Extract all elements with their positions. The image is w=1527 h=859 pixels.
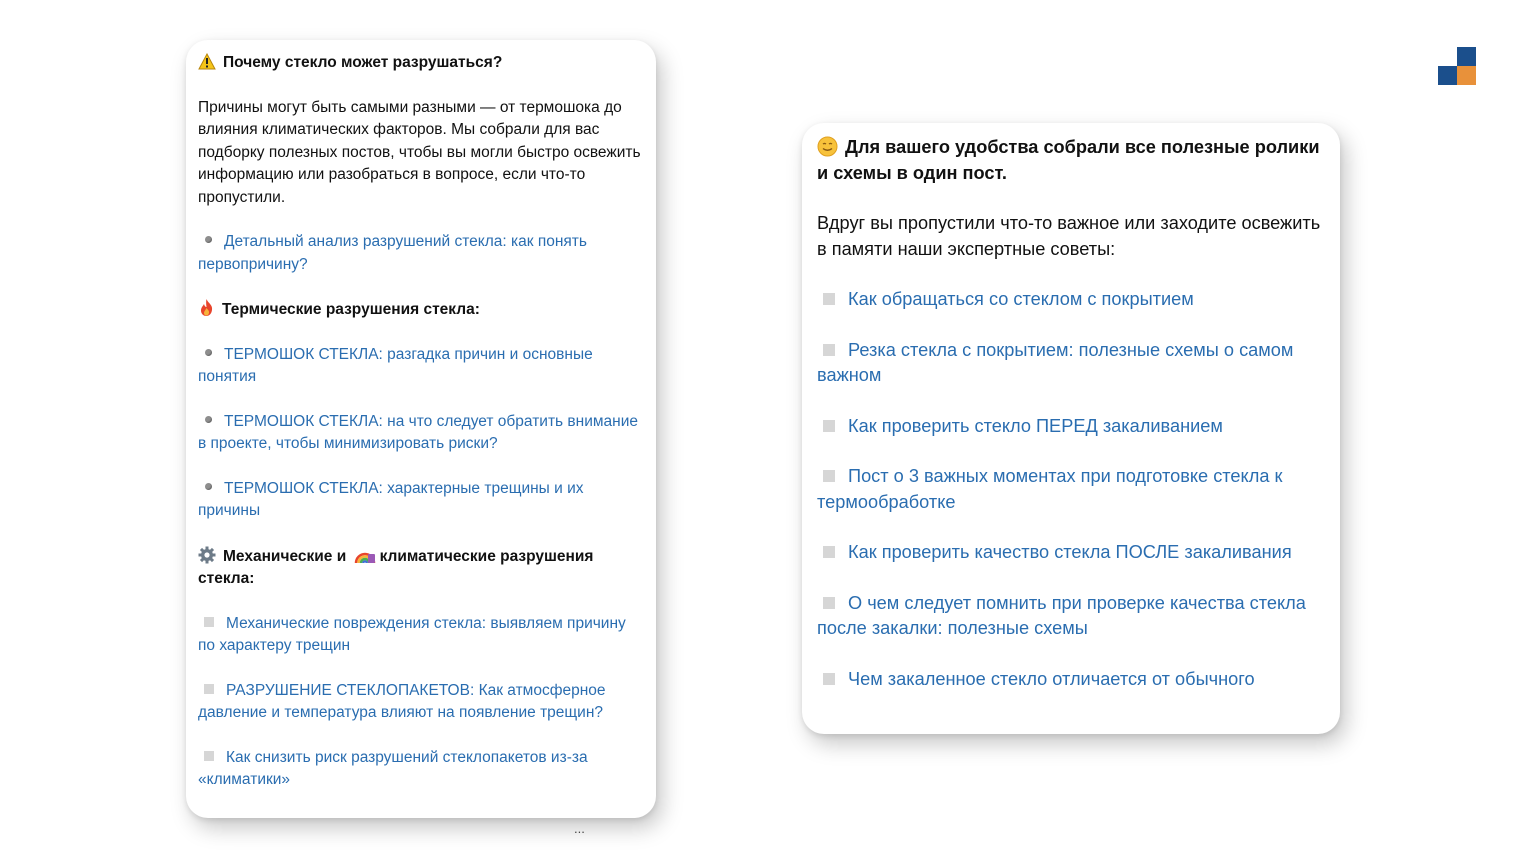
gear-icon xyxy=(198,546,216,564)
bullet-icon xyxy=(823,420,835,432)
bullet-icon xyxy=(823,344,835,356)
thermal-heading: Термические разрушения стекла: xyxy=(198,298,642,322)
warning-icon xyxy=(198,53,216,70)
link-analysis[interactable]: Детальный анализ разрушений стекла: как понять первопричину? xyxy=(198,233,587,273)
left-card-heading: Почему стекло может разрушаться? xyxy=(198,52,642,75)
right-link-1[interactable]: Как обращаться со стеклом с покрытием xyxy=(817,287,1328,313)
bullet-icon xyxy=(205,483,212,490)
bullet-icon xyxy=(823,546,835,558)
left-post-card xyxy=(186,40,656,818)
right-link-7[interactable]: Чем закаленное стекло отличается от обычного xyxy=(817,667,1328,693)
bullet-icon xyxy=(823,673,835,685)
bullet-icon xyxy=(204,617,214,627)
bullet-icon xyxy=(823,293,835,305)
bullet-icon xyxy=(823,470,835,482)
right-card-intro: Вдруг вы пропустили что-то важное или заходите освежить в памяти наши экспертные советы: xyxy=(817,213,1321,259)
mechanical-link-2[interactable]: РАЗРУШЕНИЕ СТЕКЛОПАКЕТОВ: Как атмосферное давление и температура влияют на появление трещин? xyxy=(198,681,606,721)
right-post-card xyxy=(802,123,1340,734)
right-link-5[interactable]: Как проверить качество стекла ПОСЛЕ закаливания xyxy=(817,540,1328,566)
thermal-link-2[interactable]: ТЕРМОШОК СТЕКЛА: на что следует обратить внимание в проекте, чтобы минимизировать риски? xyxy=(198,412,638,452)
mechanical-link-1[interactable]: Механические повреждения стекла: выявляем причину по характеру трещин xyxy=(198,614,626,654)
rainbow-icon xyxy=(354,545,376,564)
right-link-4[interactable]: Пост о 3 важных моментах при подготовке стекла к термообработке xyxy=(817,466,1283,512)
brand-logo xyxy=(1438,47,1476,85)
right-link-2[interactable]: Резка стекла с покрытием: полезные схемы о самом важном xyxy=(817,339,1294,385)
bullet-icon xyxy=(205,236,212,243)
right-link-3[interactable]: Как проверить стекло ПЕРЕД закаливанием xyxy=(817,414,1328,440)
smiling-face-icon xyxy=(817,136,838,157)
bullet-icon xyxy=(205,349,212,356)
thermal-link-3[interactable]: ТЕРМОШОК СТЕКЛА: характерные трещины и их причины xyxy=(198,479,584,519)
mechanical-heading: Механические и климатические разрушения стекла: xyxy=(198,545,642,591)
bullet-icon xyxy=(204,751,214,761)
bullet-icon xyxy=(204,684,214,694)
fire-icon xyxy=(198,298,215,317)
mechanical-link-3[interactable]: Как снизить риск разрушений стеклопакетов из-за «климатики» xyxy=(198,748,588,788)
right-card-heading: Для вашего удобства собрали все полезные ролики и схемы в один пост. xyxy=(817,137,1320,183)
right-link-6[interactable]: О чем следует помнить при проверке качества стекла после закалки: полезные схемы xyxy=(817,592,1306,638)
bullet-icon xyxy=(205,416,212,423)
bullet-icon xyxy=(823,597,835,609)
more-ellipsis[interactable]: ... xyxy=(574,821,585,836)
left-card-intro: Причины могут быть самыми разными — от термошока до влияния климатических факторов. Мы собрали для вас подборку полезных постов, чтобы вы могли быстро освежить информацию или разобраться в вопросе, если что-то пропустили. xyxy=(198,98,641,206)
thermal-link-1[interactable]: ТЕРМОШОК СТЕКЛА: разгадка причин и основные понятия xyxy=(198,345,593,385)
